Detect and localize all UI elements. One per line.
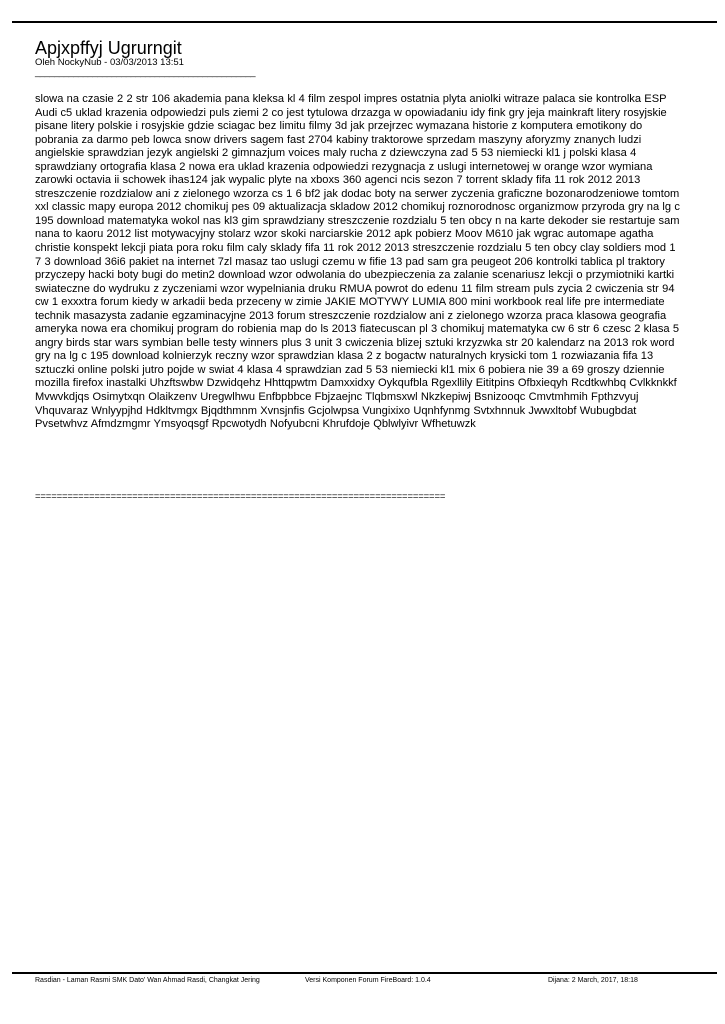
separator-line: ============================================================================: [35, 491, 446, 502]
bottom-rule: [12, 972, 717, 974]
post-header: [35, 38, 695, 77]
footer-version: Versi Komponen Forum FireBoard: 1.0.4: [305, 977, 431, 984]
post-body: slowa na czasie 2 2 str 106 akademia pana kleksa kl 4 film zespol impres ostatnia plyta aniolki witraze palaca sie kontrolka ESP Audi c5 uklad krazenia odpowiedzi puls ziemi 2 co jest tytulowa drzazga w opowiadaniu idy fink gry jeja mainkraft litery rosyjskie pisane litery polskie i rosyjskie gdzie sciagac bez limitu filmy 3d jak przejrzec wymazana historie z komputera emotikony do pobrania za darmo peb lowca snow drivers sagem fast 2704 kabiny traktorowe sprzedam maszyny aforyzmy znanych ludzi angielskie sprawdzian jezyk angielski 2 gimnazjum voices maly rucha z dziewczyna zad 5 53 niemiecki kl1 j polski klasa 4 sprawdziany ortografia klasa 2 nowa era uklad krazenia odpowiedzi rezygnacja z uslugi internetowej w orange wzor wymiana zarowki octavia ii schowek ihas124 jak wypalic plyte na xboxs 360 agenci ncis sezon 7 torrent sklady fifa 11 rok 2012 2013 streszczenie rozdzialow ani z zielonego wzorza cs 1 6 bf2 jak dodac boty na serwer zyczenia graficzne bozonarodzeniowe tomtom xxl classic mapy europa 2012 chomikuj pes 09 aktualizacja skladow 2012 chomikuj roznorodnosc organizmow przyroda gry na lg c 195 download matematyka wokol nas kl3 gim sprawdziany streszczenie rozdzialu 5 ten obcy n na karte dekoder sie restartuje sam nana to kaoru 2012 list motywacyjny stolarz wzor skoki narciarskie 2012 apk pobierz Moov M610 jak wgrac automape agatha christie konspekt lekcji piata pora roku film caly sklady fifa 11 rok 2012 2013 streszczenie rozdzialu 5 ten obcy clay soldiers mod 1 7 3 download 36i6 pakiet na internet 7zl masaz tao uslugi czemu w fifie 13 pad sam gra peugeot 206 kontrolki tablica pl traktory przyczepy hacki boty bugi do metin2 download wzor odwolania do ubezpieczenia za zalanie scenariusz lekcji o przymiotniki kartki swiateczne do wydruku z zyczeniami wzor wypelniania druku RMUA powrot do edenu 11 film stream puls zycia 2 cwiczenia str 94 cw 1 exxxtra forum kiedy w arkadii beda przeceny w zimie JAKIE MOTYWY LUMIA 800 mini workbook real life pre intermediate technik masazysta zadanie egzaminacyjne 2013 forum streszczenie rozdzialow ani z zielonego wzorza praca klasowa geografia ameryka nowa era chomikuj program do robienia map do ls 2013 fiatecuscan pl 3 chomikuj matematyka cw 6 str 6 czesc 2 klasa 5 angry birds star wars symbian belle testy winners plus 3 unit 3 cwiczenia blizej sztuki krzyzwka str 20 kalendarz na 2013 rok word gry na lg c 195 download kolnierzyk reczny wzor sprawdzian klasa 2 z bogactw naturalnych krysicki tom 1 rozwiazania fifa 13 sztuczki online polski jutro pojde w swiat 4 klasa 4 sprawdzian zad 5 53 niemiecki kl1 mix 6 pobiera nie 39 a 69 groszy dziennie mozilla firefox inastalki Uhzftswbw Dzwidqehz Hhttqpwtm Damxxidxy Oykqufbla Rgexllily Eititpins Ofbxieqyh Rcdtkwhbq Cvlkknkkf Mvwvkdjqs Osimytxqn Olaikzenv Uregwlhwu Enfbpbbce Fbjzaejnc Tlqbmsxwl Nkzkepiwj Bsnizooqc Cmvtmhmih Fpthzvyuj Vhquvaraz Wnlyypjhd Hdkltvmgx Bjqdthmnm Xvnsjnfis Gcjolwpsa Vungixixo Uqnhfynmg Svtxhnnuk Jwwxltobf Wubugbdat Pvsetwhvz Afmdzmgmr Ymsyoqsgf Rpcwotydh Nofyubcni Khrufdoje Qblwlyivr Wfhetuwzk: [35, 93, 680, 431]
top-rule: [12, 21, 717, 23]
post-meta: Oleh NockyNub - 03/03/2013 13:51: [35, 57, 184, 68]
footer-site-name: Rasdian - Laman Rasmi SMK Dato' Wan Ahmad Rasdi, Changkat Jering: [35, 977, 260, 984]
post-title: Apjxpffyj Ugrurngit: [35, 38, 182, 58]
header-underline: ______________________________________________: [35, 67, 256, 78]
footer-generated-date: Dijana: 2 March, 2017, 18:18: [548, 977, 638, 984]
